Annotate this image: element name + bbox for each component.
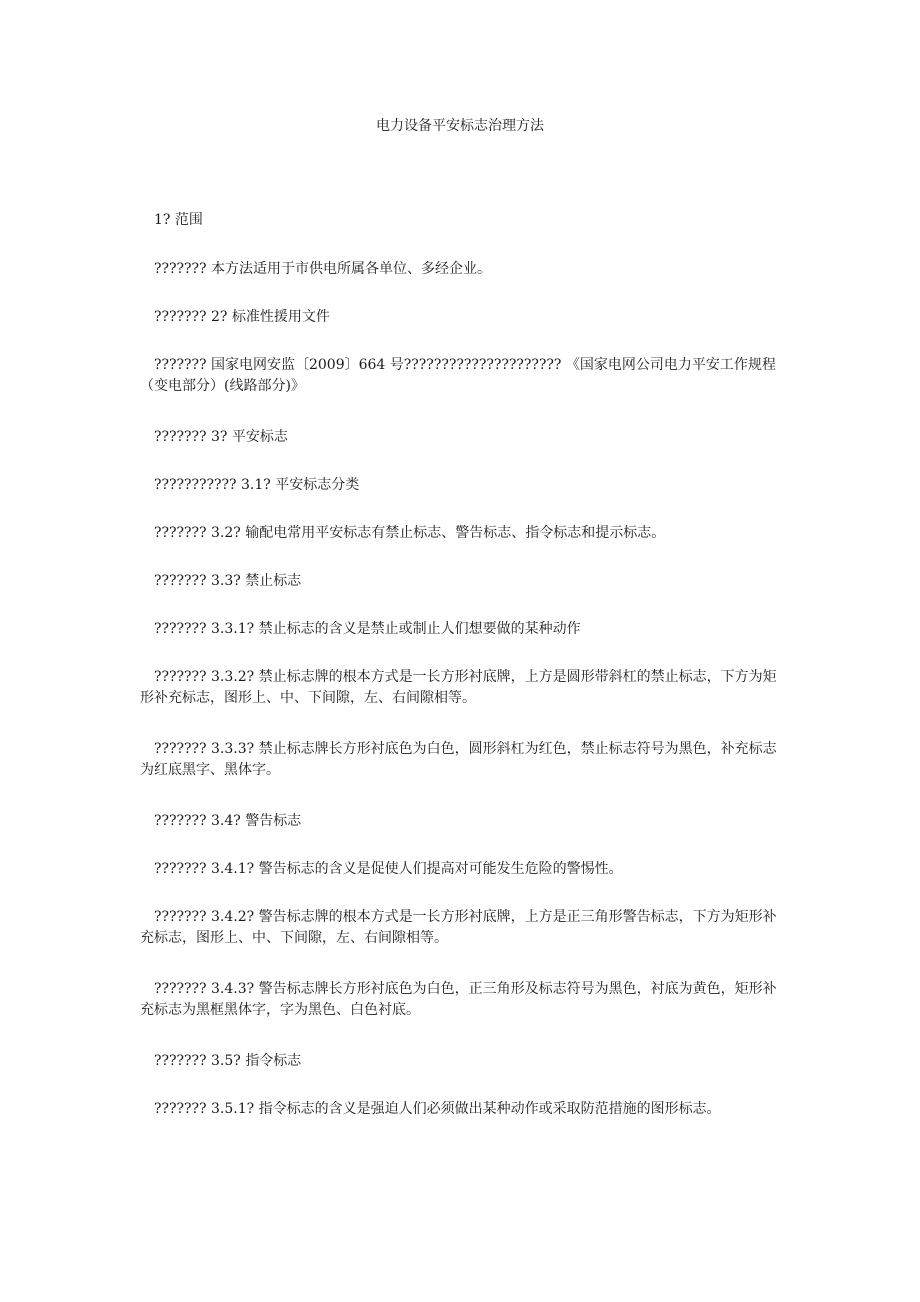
paragraph-safety-signs-heading: ??????? 3? 平安标志 [154,429,288,445]
paragraph-3-5-1: ??????? 3.5.1? 指令标志的含义是强迫人们必须做出某种动作或采取防范措施的图形标志。 [154,1101,721,1117]
paragraph-3-3: ??????? 3.3? 禁止标志 [154,573,302,589]
paragraph-scope: 1? 范围 [154,212,203,228]
paragraph-3-4: ??????? 3.4? 警告标志 [154,813,302,829]
paragraph-references-heading: ??????? 2? 标准性援用文件 [154,309,330,325]
paragraph-3-5: ??????? 3.5? 指令标志 [154,1053,302,1069]
paragraph-3-2: ??????? 3.2? 输配电常用平安标志有禁止标志、警告标志、指令标志和提示标志。 [154,525,666,541]
paragraph-3-3-1: ??????? 3.3.1? 禁止标志的含义是禁止或制止人们想要做的某种动作 [154,621,581,637]
paragraph-scope-body: ??????? 本方法适用于市供电所属各单位、多经企业。 [154,261,491,277]
paragraph-3-3-2: ??????? 3.3.2? 禁止标志牌的根本方式是一长方形衬底牌，上方是圆形带斜杠的禁止标志，下方为矩形补充标志，图形上、中、下间隙，左、右间隙相等。 [140,669,777,706]
paragraph-3-4-3: ??????? 3.4.3? 警告标志牌长方形衬底色为白色，正三角形及标志符号为黑色，衬底为黄色，矩形补充标志为黑框黑体字，字为黑色、白色衬底。 [140,981,777,1018]
paragraph-3-4-1: ??????? 3.4.1? 警告标志的含义是促使人们提高对可能发生危险的警惕性。 [154,861,623,877]
document-title: 电力设备平安标志治理方法 [376,118,544,134]
paragraph-3-4-2: ??????? 3.4.2? 警告标志牌的根本方式是一长方形衬底牌，上方是正三角形警告标志，下方为矩形补充标志，图形上、中、下间隙，左、右间隙相等。 [140,909,777,946]
paragraph-references-body: ??????? 国家电网安监〔2009〕664 号????????????????????? 《国家电网公司电力平安工作规程（变电部分）(线路部分)》 [140,357,776,394]
paragraph-3-3-3: ??????? 3.3.3? 禁止标志牌长方形衬底色为白色，圆形斜杠为红色，禁止标志符号为黑色，补充标志为红底黑字、黑体字。 [140,741,777,778]
paragraph-3-1: ??????????? 3.1? 平安标志分类 [154,477,360,493]
